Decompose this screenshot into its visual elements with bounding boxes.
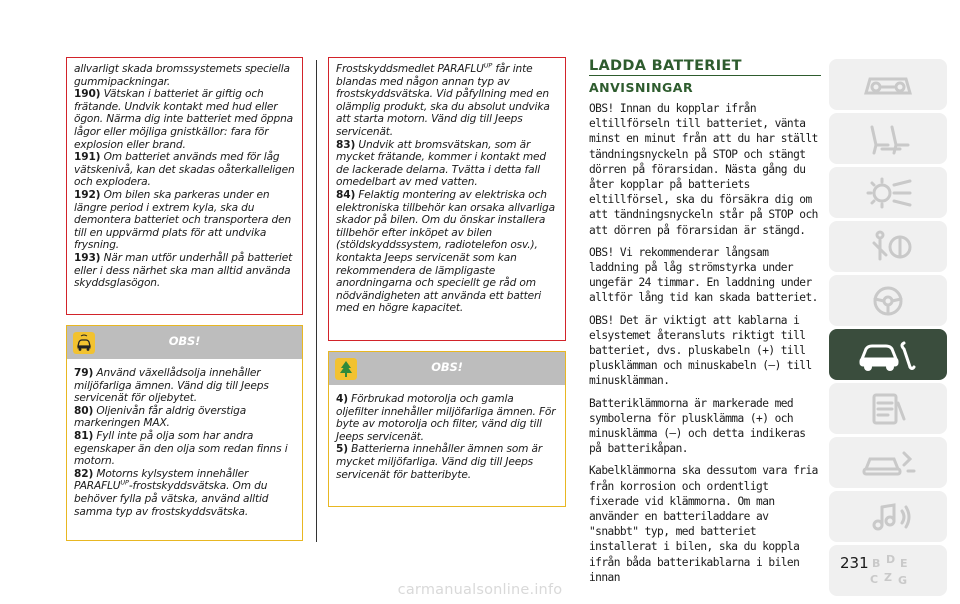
- car-dashboard-icon: [852, 65, 924, 105]
- warning-text: allvarligt skada bromssystemets speciella gummipackningar.: [74, 63, 290, 88]
- svg-text:B: B: [872, 556, 881, 570]
- section-title: LADDA BATTERIET: [589, 58, 742, 74]
- paragraph: OBS! Det är viktigt att kablarna i elsystemet återansluts riktigt till batteriet, dvs. pluskabeln (+) till plusklämman och minuskabeln (–) till minusklämman.: [589, 313, 812, 388]
- obs-item: 4) Förbrukad motorolja och gamla oljefilter innehåller miljöfarliga ämnen. För byte av motorolja och filter, vänd dig till Jeeps servicenät.: [336, 393, 556, 443]
- tab-technical-data[interactable]: [829, 437, 947, 488]
- obs-item: 81) Fyll inte på olja som har andra egenskaper än den olja som redan finns i motorn.: [74, 429, 288, 468]
- svg-text:C: C: [870, 572, 879, 586]
- svg-text:G: G: [898, 573, 908, 587]
- body-text: [589, 101, 823, 592]
- obs-box-col1: [66, 325, 303, 541]
- obs-box-col2: [328, 351, 566, 507]
- warning-item: 192) Om bilen ska parkeras under en längre period i extrem kyla, ska du demontera batteriet och transportera den till en uppvärmd plats för att undvika frysning.: [74, 188, 292, 252]
- page-number: 231: [840, 554, 869, 572]
- section-subtitle: ANVISNINGAR: [589, 80, 694, 95]
- safety-icon: [852, 227, 924, 267]
- warning-item: 191) Om batteriet används med för låg vätskenivå, kan det skadas oåterkalleligen och explodera.: [74, 151, 295, 189]
- obs-item: 5) Batterierna innehåller ämnen som är mycket miljöfarliga. Vänd dig till Jeeps servicenät för batteribyte.: [336, 443, 543, 481]
- chapter-tabs: [829, 59, 947, 599]
- warning-text: Frostskyddsmedlet $PARAFLU^{UP}$ får inte blandas med någon annan typ av frostskyddsvätska. Vid påfyllning med en olämplig produkt, ska du absolut undvika att starta motorn. Vänd dig till Jeeps servicenät.: [336, 61, 550, 138]
- tab-dashboard[interactable]: [829, 59, 947, 110]
- obs-header: [67, 326, 302, 359]
- title-underline: [589, 75, 821, 76]
- warning-box-col2: [328, 57, 566, 341]
- tab-seats[interactable]: [829, 113, 947, 164]
- column-divider: [316, 60, 317, 542]
- paragraph: Kabelklämmorna ska dessutom vara fria från korrosion och ordentligt fixerade vid klämmorna. Om man använder en batteriladdare av "snabbt" typ, med batteriet installerat i bilen, ska du koppla ifrån båda batterikablarna i bilen innan: [589, 464, 818, 584]
- warning-item: 84) Felaktig montering av elektriska och elektroniska tillbehör kan orsaka allvarliga skador på bilen. Om du önskar installera tillbehör efter inköpet av bilen (stöldskyddssystem, radiotelefon osv.), kontakta Jeeps servicenät som kan rekommendera de lämpligaste anordningarna och speciellt ge råd om nödvändigheten att använda ett batteri med en högre kapacitet.: [336, 188, 555, 315]
- svg-text:E: E: [900, 556, 908, 570]
- tab-maintenance[interactable]: [829, 383, 947, 434]
- maintenance-icon: [852, 389, 924, 429]
- tab-lights[interactable]: [829, 167, 947, 218]
- paragraph: OBS! Vi rekommenderar långsam laddning på låg strömstyrka under ungefär 24 timmar. En laddning under alltför lång tid kan skada batteriet.: [589, 245, 818, 305]
- tab-multimedia[interactable]: [829, 491, 947, 542]
- obs-title: OBS!: [431, 360, 463, 374]
- paragraph: OBS! Innan du kopplar ifrån eltillförseln till batteriet, vänta minst en minut från att du har ställt tändningsnyckeln på STOP och stängt dörren på förarsidan. Nästa gång du åter kopplar på batteriets eltillförsel, ska du försäkra dig om att tändningsnyckeln står på STOP och att dörren på förarsidan är stängd.: [589, 102, 818, 237]
- car-seats-icon: [852, 119, 924, 159]
- warning-item: 190) Vätskan i batteriet är giftig och frätande. Undvik kontakt med hud eller ögon. Närma dig inte batteriet med öppna lågor eller möjliga gnistkällor: fara för explosion eller brand.: [74, 88, 293, 151]
- tab-in-emergency[interactable]: [829, 329, 947, 380]
- lights-icon: [852, 173, 924, 213]
- starting-driving-icon: [852, 281, 924, 321]
- warning-item: 193) När man utför underhåll på batteriet eller i dess närhet ska man alltid använda skyddsglasögon.: [74, 251, 293, 290]
- paragraph: Batteriklämmorna är markerade med symbolerna för plusklämma (+) och minusklämma (–) och detta indikeras på batterikåpan.: [589, 396, 806, 456]
- obs-item: 79) Använd växellådsolja innehåller miljöfarliga ämnen. Vänd dig till Jeeps servicenät för oljebytet.: [74, 367, 269, 405]
- obs-header: [329, 352, 565, 385]
- multimedia-icon: [852, 497, 924, 537]
- tab-starting-driving[interactable]: [829, 275, 947, 326]
- obs-item: 82) Motorns kylsystem innehåller $PARAFLU^{UP}$-frostskyddsvätska. Om du behöver fylla på vätska, använd alltid samma typ av frostskyddsvätska.: [74, 467, 269, 518]
- watermark: carmanualsonline.info: [397, 582, 563, 598]
- warning-item: 83) Undvik att bromsvätskan, som är mycket frätande, kommer i kontakt med de lackerade delarna. Tvätta i detta fall omedelbart av med vatten.: [336, 138, 546, 189]
- svg-text:Z: Z: [884, 570, 892, 584]
- svg-text:D: D: [886, 552, 896, 566]
- in-emergency-icon: [852, 335, 924, 375]
- obs-item: 80) Oljenivån får aldrig överstiga markeringen MAX.: [74, 404, 247, 430]
- technical-data-icon: [852, 443, 924, 483]
- obs-title: OBS!: [168, 334, 201, 348]
- warning-box-col1: [66, 57, 303, 315]
- tab-safety[interactable]: [829, 221, 947, 272]
